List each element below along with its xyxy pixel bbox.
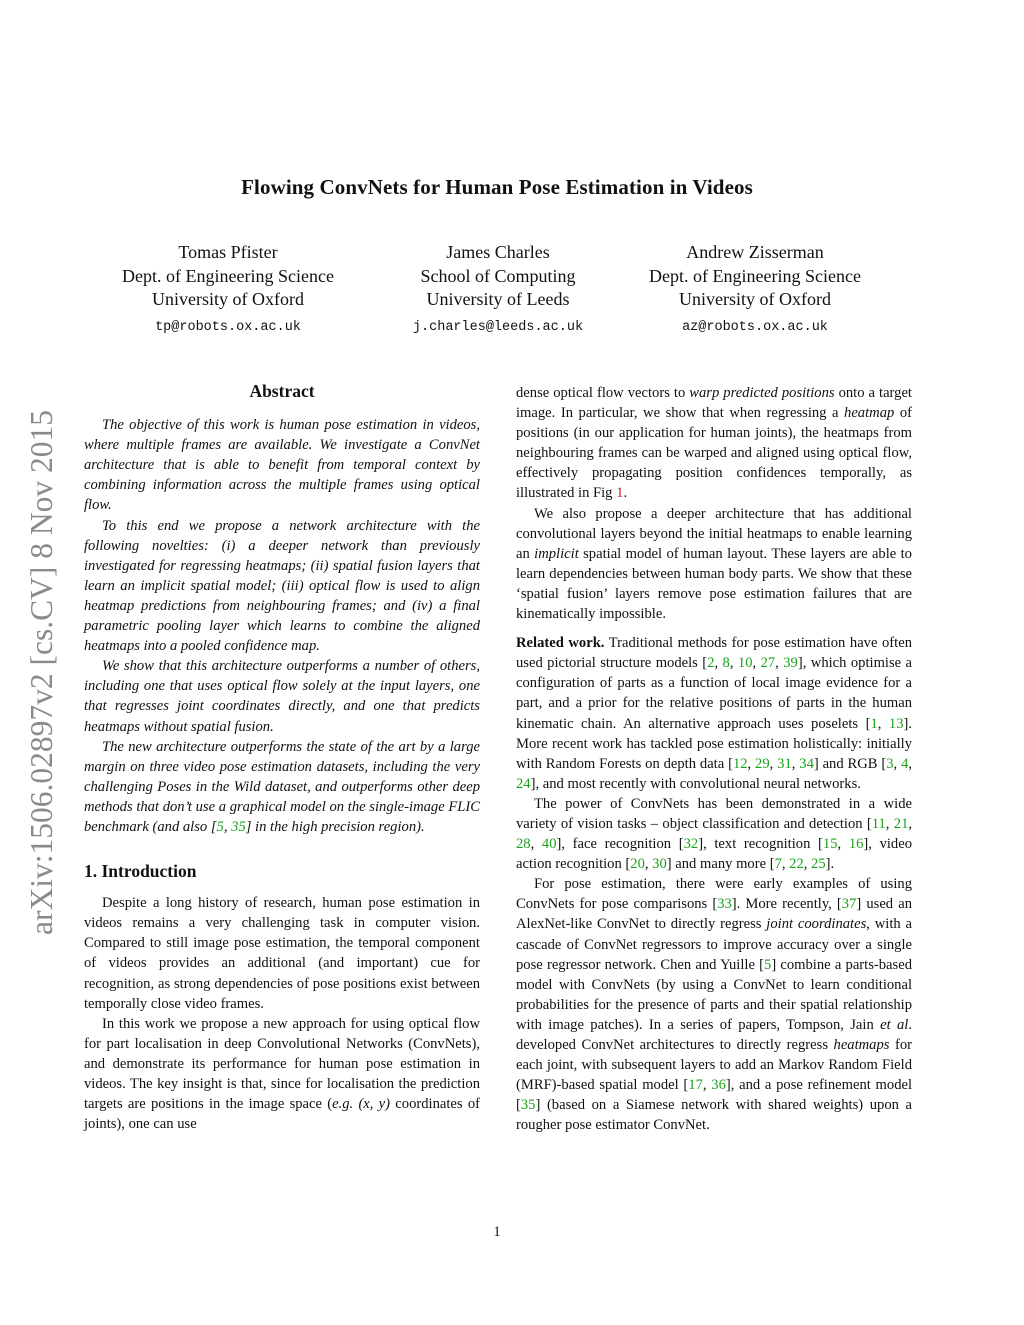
citation-link[interactable]: 25 <box>811 856 826 873</box>
abstract-paragraph: To this end we propose a network architecture with the following novelties: (i) a deeper network than previously investigated for regressing heatmaps; (ii) spatial fusion layers that learn an implicit spatial model; (iii) optical flow is used to align heatmap predictions from neighbouring frames; and (iv) a final parametric pooling layer which learns to combine the aligned heatmaps into a pooled confidence map. <box>84 517 480 655</box>
body-paragraph <box>516 504 912 625</box>
text-run: of positions (in our application for human joints), the heatmaps from neighbouring frames can be warped and aligned using optical flow, effectively propagating position confidences temporally, as illustrated in Fig <box>516 405 912 502</box>
arxiv-stamp: arXiv:1506.02897v2 [cs.CV] 8 Nov 2015 <box>24 410 59 935</box>
text-run: , <box>223 818 232 835</box>
citation-link[interactable]: 12 <box>732 755 748 772</box>
text-run: heatmaps <box>833 1037 890 1053</box>
text-run: ], which optimise a configuration of parts as a function of local image evidence for a part, and a prior for the relative positions of parts in the human kinematic chain. An alternative approach uses poselets [ <box>516 655 913 732</box>
citation-group: 12, 29, 31, 34 <box>732 755 814 772</box>
text-run: . <box>623 485 628 502</box>
abstract-paragraph: We show that this architecture outperforms a number of others, including one that uses optical flow solely at the input layers, one that regresses joint coordinates directly, and one that predicts heatmaps without spatial fusion. <box>84 658 480 735</box>
author-name: Tomas Pfister <box>178 242 278 262</box>
text-run: The new architecture outperforms the state of the art by a large margin on three video pose estimation datasets, including the very challenging Poses in the Wild dataset, and outperforms other deep methods that don’t use a graphical model on the single-image FLIC benchmark (and also [ <box>84 738 480 835</box>
text-run: In this work we propose a new approach for using optical flow for part localisation in deep Convolutional Networks (ConvNets), and demonstrate its performance for human pose estimation in videos. The key insight is that, since for localisation the prediction targets are positions in the image space ( <box>84 1015 480 1113</box>
author-univ: University of Oxford <box>679 289 831 309</box>
section-heading-introduction: 1. Introduction <box>84 861 197 882</box>
citation-link[interactable]: 15 <box>822 836 838 853</box>
citation-link[interactable]: 35 <box>520 1097 536 1114</box>
text-run: dense optical flow vectors to <box>516 385 690 401</box>
figure-link[interactable]: 1 <box>616 485 624 502</box>
author-block-2 <box>363 241 633 339</box>
citation-link[interactable]: 28 <box>516 836 531 853</box>
author-name: Andrew Zisserman <box>686 242 824 262</box>
text-run: ] and many more [ <box>666 856 775 873</box>
author-email[interactable]: tp@robots.ox.ac.uk <box>155 319 301 335</box>
related-work-heading: Related work. <box>516 635 605 652</box>
citation-link[interactable]: 32 <box>683 836 699 853</box>
author-block-3 <box>620 241 890 339</box>
text-run: implicit <box>534 545 579 562</box>
abstract-body <box>84 415 480 837</box>
citation-group: 3, 4, 24 <box>516 755 913 792</box>
text-run: ], face recognition [ <box>556 836 684 853</box>
citation-group: 15, 16 <box>822 836 864 853</box>
text-run: joint coordinates <box>766 916 867 933</box>
author-univ: University of Oxford <box>152 289 304 309</box>
text-run: e.g. <box>332 1096 354 1113</box>
paper-title: Flowing ConvNets for Human Pose Estimation in Videos <box>241 175 753 199</box>
citation-group <box>521 1097 536 1113</box>
intro-paragraph <box>84 1014 480 1135</box>
text-run: for each joint, with subsequent layers to add an Markov Random Field (MRF)-based spatial model [ <box>516 1037 912 1094</box>
citation-group <box>842 896 857 912</box>
citation-link[interactable]: 30 <box>652 856 667 873</box>
citation-link[interactable]: 7 <box>774 856 782 873</box>
citation-link[interactable]: 34 <box>799 755 814 772</box>
citation-link[interactable]: 39 <box>783 655 798 672</box>
page-number: 1 <box>493 1224 501 1240</box>
text-run: ], text recognition [ <box>698 836 823 853</box>
citation-link[interactable]: 27 <box>760 655 776 672</box>
right-column <box>516 383 912 1135</box>
left-column <box>84 381 480 1134</box>
citation-link[interactable]: 22 <box>789 856 804 873</box>
author-email[interactable]: j.charles@leeds.ac.uk <box>412 319 584 335</box>
citation-link[interactable]: 35 <box>231 818 246 835</box>
text-run: ], video action recognition [ <box>516 836 912 873</box>
text-run: ] and RGB [ <box>813 755 887 772</box>
math-xy: (x, y) <box>358 1096 391 1113</box>
citation-link[interactable]: 29 <box>755 755 770 772</box>
author-dept: Dept. of Engineering Science <box>122 265 334 286</box>
citation-link[interactable]: 8 <box>722 655 730 672</box>
body-paragraph <box>516 794 912 874</box>
text-run: , with a cascade of ConvNet regressors to improve accuracy over a single pose regressor network. Chen and Yuille [ <box>516 916 913 973</box>
text-run: For pose estimation, there were early examples of using ConvNets for pose comparisons [ <box>516 876 912 913</box>
body-paragraph <box>516 874 912 1135</box>
citation-group: 20, 30 <box>630 856 667 873</box>
citation-link[interactable]: 5 <box>764 956 772 973</box>
text-run: The power of ConvNets has been demonstrated in a wide variety of vision tasks – object classification and detection [ <box>516 795 912 832</box>
author-email[interactable]: az@robots.ox.ac.uk <box>682 319 828 335</box>
citation-group: 17, 36 <box>688 1077 726 1094</box>
citation-group: 11, 21, 28, 40 <box>516 815 913 853</box>
citation-link[interactable]: 5 <box>216 818 224 835</box>
citation-group: 1, 13 <box>870 715 904 732</box>
related-work-paragraph <box>516 633 912 794</box>
citation-link[interactable]: 37 <box>841 896 857 913</box>
author-name: James Charles <box>446 242 550 262</box>
text-run: ] (based on a Siamese network with shared weights) upon a rougher pose estimator ConvNet. <box>516 1097 912 1134</box>
abstract-paragraph: The objective of this work is human pose estimation in videos, where multiple frames are available. We investigate a ConvNet architecture that is able to benefit from temporal context by combining information across the multiple frames using optical flow. <box>84 417 480 514</box>
citation-link[interactable]: 4 <box>901 755 909 772</box>
text-run: ] used an AlexNet-like ConvNet to directly regress <box>516 896 912 933</box>
citation-link[interactable]: 36 <box>711 1077 726 1094</box>
text-run: Traditional methods for pose estimation have often used pictorial structure models [ <box>516 635 912 672</box>
citation-link[interactable]: 33 <box>717 896 732 913</box>
citation-link[interactable]: 24 <box>516 775 531 792</box>
text-run: ], and most recently with convolutional neural networks. <box>530 775 861 792</box>
citation-link[interactable]: 31 <box>777 755 792 772</box>
text-run: ], and a pose refinement model [ <box>516 1077 913 1114</box>
citation-link[interactable]: 1 <box>870 715 878 732</box>
citation-link[interactable]: 2 <box>707 655 715 672</box>
text-run: et al <box>880 1016 909 1033</box>
citation-link[interactable]: 17 <box>688 1077 703 1094</box>
text-run: warp predicted positions <box>689 385 835 401</box>
citation-group: 7, 22, 25 <box>774 856 826 873</box>
text-run: ] combine a parts-based model with ConvNets (by using a ConvNet to learn conditional probabilities for the presence of parts and their spatial relationship with image patches). In a series of papers, Tompson, Jain <box>516 956 912 1033</box>
author-dept: School of Computing <box>420 265 576 286</box>
citation-link[interactable]: 20 <box>630 856 645 873</box>
citation-link[interactable]: 21 <box>893 815 909 832</box>
abstract-heading: Abstract <box>249 381 315 401</box>
text-run: ]. More recently, [ <box>731 896 842 913</box>
text-run: We also propose a deeper architecture that has additional convolutional layers beyond the initial heatmaps to enable learning an <box>516 505 912 562</box>
citation-link[interactable]: 40 <box>541 836 557 853</box>
citation-group <box>684 836 699 852</box>
intro-paragraph: Despite a long history of research, human pose estimation in videos remains a very challenging task in computer vision. Compared to still image pose estimation, the temporal component of videos provides an additional (and important) cue for recognition, as strong dependencies of pose positions exist between temporally close video frames. <box>84 895 480 1012</box>
author-dept: Dept. of Engineering Science <box>649 265 861 286</box>
text-run: spatial model of human layout. These layers are able to learn dependencies between human body parts. We show that these ‘spatial fusion’ layers remove pose estimation failures that are kinematically impossible. <box>516 545 912 623</box>
text-run: onto a target image. In particular, we show that when regressing a <box>516 385 912 422</box>
text-run: coordinates of joints), one can use <box>84 1096 480 1133</box>
text-run: ]. More recent work has tackled pose estimation holistically: initially with Random Forests on depth data [ <box>516 715 912 772</box>
citation-link[interactable]: 3 <box>886 755 894 772</box>
author-univ: University of Leeds <box>426 289 570 309</box>
citation-link[interactable]: 11 <box>871 815 886 832</box>
citation-link[interactable]: 13 <box>888 715 904 732</box>
citation-link[interactable]: 10 <box>737 655 753 672</box>
body-paragraph <box>516 383 912 504</box>
citation-group: 2, 8, 10, 27, 39 <box>707 655 798 672</box>
text-run: heatmap <box>844 405 895 422</box>
text-run: ]. <box>825 856 835 873</box>
citation-link[interactable]: 16 <box>848 836 864 853</box>
abstract-paragraph <box>84 737 480 837</box>
text-run: ] in the high precision region). <box>245 818 425 835</box>
text-run: . developed ConvNet architectures to directly regress <box>516 1016 912 1053</box>
author-block-1 <box>93 241 363 339</box>
citation-group <box>717 896 732 912</box>
